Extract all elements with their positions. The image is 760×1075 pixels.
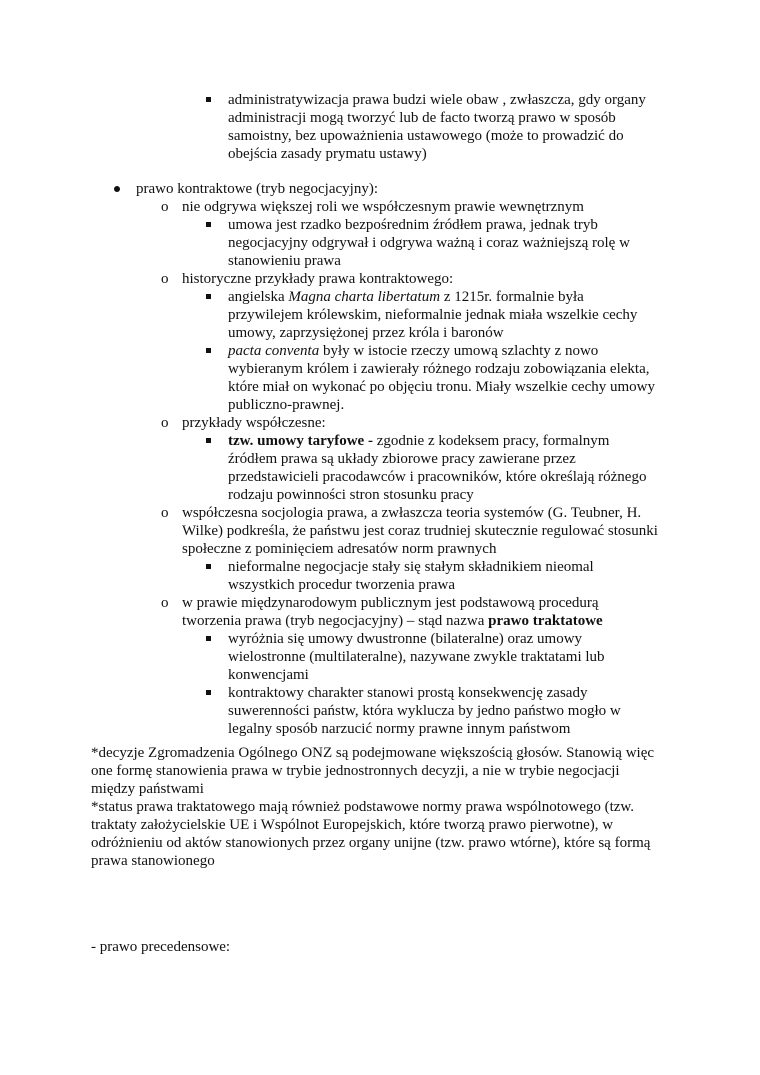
text-line: wyróżnia się umowy dwustronne (bilateralne) oraz umowy — [228, 631, 583, 647]
section-heading: - prawo precedensowe: — [91, 939, 231, 955]
text-line: Wilke) podkreśla, że państwu jest coraz trudniej skutecznie regulować stosunki — [182, 523, 658, 539]
text-line: historyczne przykłady prawa kontraktowego: — [182, 271, 454, 287]
text-line: rodzaju powinności stron stosunku pracy — [228, 487, 474, 503]
square-bullet-icon — [206, 222, 211, 227]
text-line: nieformalne negocjacje stały się stałym składnikiem nieomal — [228, 559, 594, 575]
text-line: samoistny, bez upoważnienia ustawowego (może to prowadzić do — [228, 128, 624, 144]
note-line: *decyzje Zgromadzenia Ogólnego ONZ są podejmowane większością głosów. Stanowią więc — [91, 745, 655, 761]
text-line: przykłady współczesne: — [182, 415, 326, 431]
italic-title: Magna charta libertatum — [288, 289, 441, 305]
text-line: w prawie międzynarodowym publicznym jest podstawową procedurą — [182, 595, 599, 611]
round-bullet-icon — [114, 186, 120, 192]
text-line: pacta conventa były w istocie rzeczy umową szlachty z nowo — [228, 343, 599, 359]
text-line: administratywizacja prawa budzi wiele obaw , zwłaszcza, gdy organy — [228, 92, 646, 108]
square-bullet-icon — [206, 294, 211, 299]
circle-bullet-icon: o — [161, 415, 169, 431]
square-bullet-icon — [206, 438, 211, 443]
text-line: negocjacyjny odgrywał i odgrywa ważną i coraz ważniejszą rolę w — [228, 235, 630, 251]
text-line: które miał on wykonać po objęciu tronu. Miały wszelkie cechy umowy — [228, 379, 655, 395]
circle-bullet-icon: o — [161, 505, 169, 521]
text-line: wszystkich procedur tworzenia prawa — [228, 577, 455, 593]
text-line: nie odgrywa większej roli we współczesnym prawie wewnętrznym — [182, 199, 584, 215]
text-line: tzw. umowy taryfowe - zgodnie z kodeksem pracy, formalnym — [228, 433, 610, 449]
circle-bullet-icon: o — [161, 199, 169, 215]
text-line: umowy, zaprzysiężonej przez króla i baronów — [228, 325, 504, 341]
text-line: tworzenia prawa (tryb negocjacyjny) – stąd nazwa prawo traktatowe — [182, 613, 603, 629]
square-bullet-icon — [206, 636, 211, 641]
note-line: między państwami — [91, 781, 204, 797]
note-line: *status prawa traktatowego mają również podstawowe normy prawa wspólnotowego (tzw. — [91, 799, 635, 815]
circle-bullet-icon: o — [161, 595, 169, 611]
text-line: źródłem prawa są układy zbiorowe pracy zawierane przez — [228, 451, 576, 467]
bold-term: tzw. umowy taryfowe - — [228, 433, 373, 449]
text-line: współczesna socjologia prawa, a zwłaszcza teoria systemów (G. Teubner, H. — [182, 505, 642, 521]
square-bullet-icon — [206, 690, 211, 695]
text-line: konwencjami — [228, 667, 309, 683]
note-line: prawa stanowionego — [91, 853, 215, 869]
circle-bullet-icon: o — [161, 271, 169, 287]
text-line: wielostronne (multilateralne), nazywane zwykle traktatami lub — [228, 649, 605, 665]
text-line: przedstawicieli pracodawców i pracowników, które określają różnego — [228, 469, 647, 485]
text-line: angielska Magna charta libertatum z 1215r. formalnie była — [228, 289, 584, 305]
text-line: suwerenności państw, która wyklucza by jedno państwo mogło w — [228, 703, 621, 719]
note-line: odróżnieniu od aktów stanowionych przez organy unijne (tzw. prawo wtórne), które są formą — [91, 835, 651, 851]
text-line: legalny sposób narzucić normy prawne innym państwom — [228, 721, 571, 737]
italic-title: pacta conventa — [228, 343, 320, 359]
text-line: przywilejem królewskim, nieformalnie jednak miała wszelkie cechy — [228, 307, 638, 323]
bold-term: prawo traktatowe — [488, 613, 603, 629]
text-line: obejścia zasady prymatu ustawy) — [228, 146, 427, 162]
text-line: administracji mogą tworzyć lub de facto tworzą prawo w sposób — [228, 110, 616, 126]
text-line: społeczne z pominięciem adresatów norm prawnych — [182, 541, 497, 557]
note-line: one formę stanowienia prawa w trybie jednostronnych decyzji, a nie w trybie negocjacji — [91, 763, 620, 779]
square-bullet-icon — [206, 348, 211, 353]
square-bullet-icon — [206, 97, 211, 102]
text-line: wybieranym królem i zawierały różnego rodzaju zobowiązania elekta, — [228, 361, 650, 377]
section-heading: prawo kontraktowe (tryb negocjacyjny): — [136, 181, 378, 197]
text-line: stanowieniu prawa — [228, 253, 341, 269]
text-line: umowa jest rzadko bezpośrednim źródłem prawa, jednak tryb — [228, 217, 598, 233]
note-line: traktaty założycielskie UE i Wspólnot Europejskich, które tworzą prawo pierwotne), w — [91, 817, 614, 833]
text-line: publiczno-prawnej. — [228, 397, 345, 413]
text-line: kontraktowy charakter stanowi prostą konsekwencję zasady — [228, 685, 588, 701]
square-bullet-icon — [206, 564, 211, 569]
